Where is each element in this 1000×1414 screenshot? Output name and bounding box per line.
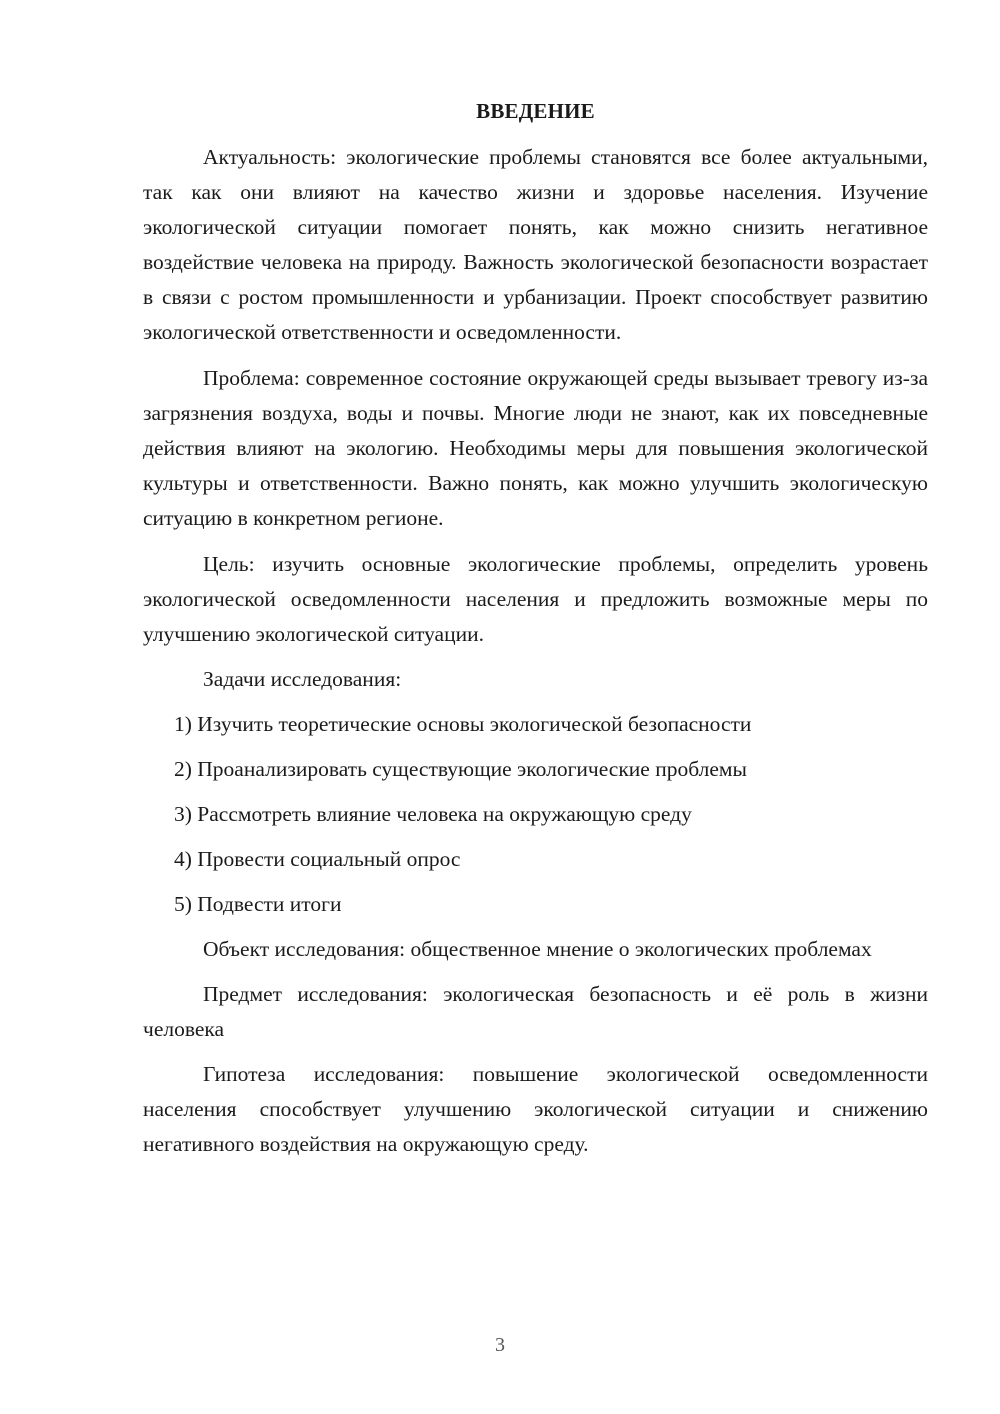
page-title: ВВЕДЕНИЕ <box>476 99 595 123</box>
list-item: 5) Подвести итоги <box>174 892 342 916</box>
tasks-heading: Задачи исследования: <box>203 667 402 691</box>
list-item: 3) Рассмотреть влияние человека на окружающую среду <box>174 802 692 826</box>
relevance-paragraph: Актуальность: экологические проблемы становятся все более актуальными, так как они влияют на качество жизни и здоровье населения. Изучение экологической ситуации помогает понять, как можно снизить негативное воздействие человека на природу. Важность экологической безопасности возрастает в связи с ростом промышленности и урбанизации. Проект способствует развитию экологической ответственности и осведомленности. <box>143 145 928 344</box>
object-paragraph: Объект исследования: общественное мнение о экологических проблемах <box>203 937 872 961</box>
page-number: 3 <box>495 1334 505 1356</box>
subject-paragraph: Предмет исследования: экологическая безопасность и её роль в жизни человека <box>143 982 928 1041</box>
tasks-list <box>143 707 928 922</box>
list-item: 4) Провести социальный опрос <box>174 847 461 871</box>
list-item: 1) Изучить теоретические основы экологической безопасности <box>174 712 752 736</box>
list-item: 2) Проанализировать существующие экологические проблемы <box>174 757 747 781</box>
hypothesis-paragraph: Гипотеза исследования: повышение экологической осведомленности населения способствует улучшению экологической ситуации и снижению негативного воздействия на окружающую среду. <box>143 1062 928 1156</box>
goal-paragraph: Цель: изучить основные экологические проблемы, определить уровень экологической осведомленности населения и предложить возможные меры по улучшению экологической ситуации. <box>143 552 928 646</box>
problem-paragraph: Проблема: современное состояние окружающей среды вызывает тревогу из-за загрязнения воздуха, воды и почвы. Многие люди не знают, как их повседневные действия влияют на экологию. Необходимы меры для повышения экологической культуры и ответственности. Важно понять, как можно улучшить экологическую ситуацию в конкретном регионе. <box>143 366 928 530</box>
document-page <box>143 96 928 1162</box>
